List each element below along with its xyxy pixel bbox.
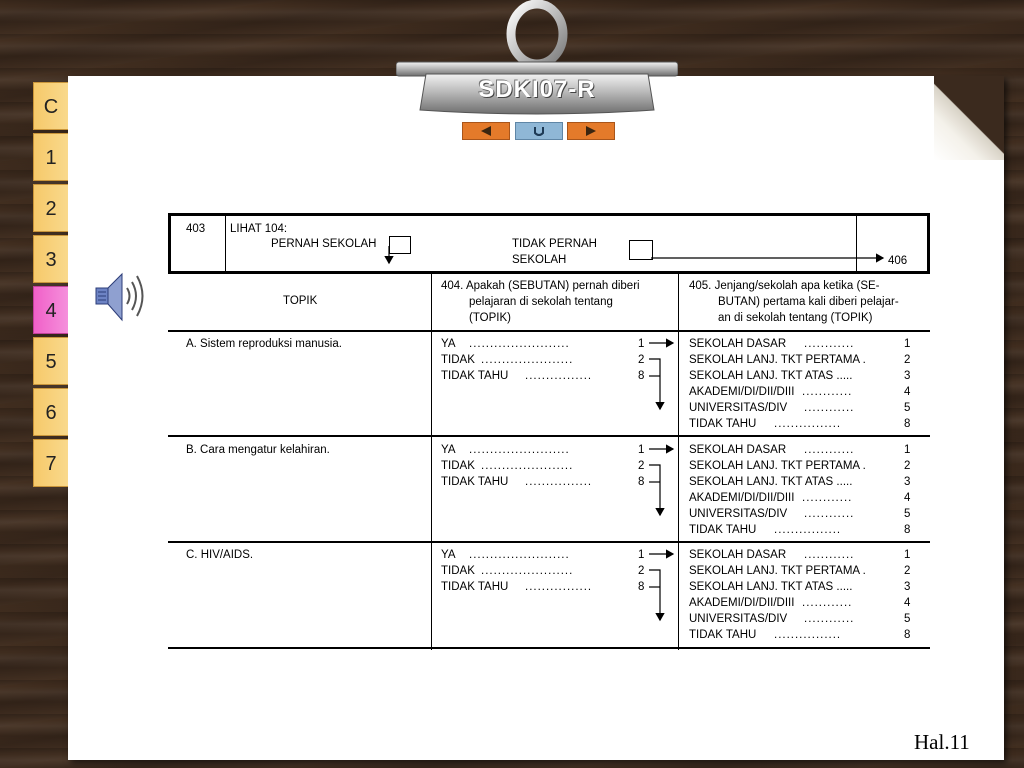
column-header-topik: TOPIK: [283, 295, 318, 307]
row-c-level-2[interactable]: SEKOLAH LANJ. TKT PERTAMA .: [689, 565, 866, 577]
tab-4[interactable]: 4: [33, 286, 68, 334]
row-c-level-4[interactable]: AKADEMI/DI/DII/DIII: [689, 597, 795, 609]
row-c-level-8[interactable]: TIDAK TAHU: [689, 629, 757, 641]
tab-3[interactable]: 3: [33, 235, 68, 283]
row-c-level-4-dots: ............: [802, 597, 853, 609]
row-a-level-8[interactable]: TIDAK TAHU: [689, 418, 757, 430]
row-a-level-8-code: 8: [904, 418, 911, 430]
row-a-answer-tidaktahu-code: 8: [638, 370, 645, 382]
row-b-level-5-code: 5: [904, 508, 911, 520]
row-a-level-3[interactable]: SEKOLAH LANJ. TKT ATAS .....: [689, 370, 853, 382]
tab-1[interactable]: 1: [33, 133, 68, 181]
q403-number: 403: [186, 223, 206, 235]
row-c-level-3[interactable]: SEKOLAH LANJ. TKT ATAS .....: [689, 581, 853, 593]
row-c-skip-arrow: [649, 570, 660, 620]
row-c-level-5[interactable]: UNIVERSITAS/DIV: [689, 613, 788, 625]
row-b-level-8-code: 8: [904, 524, 911, 536]
row-a-level-1[interactable]: SEKOLAH DASAR: [689, 338, 787, 350]
row-b-skip-arrow: [649, 465, 660, 515]
row-b-answer-tidak-dots: ......................: [481, 460, 574, 472]
row-c-level-5-dots: ............: [804, 613, 855, 625]
row-b-level-8[interactable]: TIDAK TAHU: [689, 524, 757, 536]
row-b-level-4-code: 4: [904, 492, 911, 504]
tab-6[interactable]: 6: [33, 388, 68, 436]
topic-c: C. HIV/AIDS.: [186, 549, 254, 561]
row-c-level-1[interactable]: SEKOLAH DASAR: [689, 549, 787, 561]
row-c-level-1-code: 1: [904, 549, 911, 561]
row-c-answer-ya-dots: ........................: [469, 549, 570, 561]
row-b-answer-tidaktahu[interactable]: TIDAK TAHU: [441, 476, 509, 488]
row-c-level-8-code: 8: [904, 629, 911, 641]
skip-arrows: [168, 213, 930, 650]
row-b-level-4[interactable]: AKADEMI/DI/DII/DIII: [689, 492, 795, 504]
row-b-level-2-code: 2: [904, 460, 911, 472]
tab-5[interactable]: 5: [33, 337, 68, 385]
row-b-level-4-dots: ............: [802, 492, 853, 504]
q405-header-l2: BUTAN) pertama kali diberi pelajar-: [718, 296, 899, 308]
row-a-answer-tidak-code: 2: [638, 354, 645, 366]
triangle-left-icon: [463, 123, 509, 139]
row-c-answer-tidaktahu[interactable]: TIDAK TAHU: [441, 581, 509, 593]
q403-option-tidak-l2: SEKOLAH: [512, 254, 567, 266]
q404-header-l1: 404. Apakah (SEBUTAN) pernah diberi: [441, 280, 640, 292]
row-c-level-4-code: 4: [904, 597, 911, 609]
row-a-level-2[interactable]: SEKOLAH LANJ. TKT PERTAMA .: [689, 354, 866, 366]
row-c-level-3-code: 3: [904, 581, 911, 593]
row-b-level-8-dots: ................: [774, 524, 842, 536]
row-b-answer-ya-dots: ........................: [469, 444, 570, 456]
row-c-level-1-dots: ............: [804, 549, 855, 561]
row-b-answer-tidak[interactable]: TIDAK: [441, 460, 475, 472]
row-a-answer-tidak-dots: ......................: [481, 354, 574, 366]
q403-skip-target: 406: [888, 255, 908, 267]
tab-2[interactable]: 2: [33, 184, 68, 232]
row-b-answer-tidaktahu-dots: ................: [525, 476, 593, 488]
row-b-level-3[interactable]: SEKOLAH LANJ. TKT ATAS .....: [689, 476, 853, 488]
row-b-level-2[interactable]: SEKOLAH LANJ. TKT PERTAMA .: [689, 460, 866, 472]
row-a-level-5[interactable]: UNIVERSITAS/DIV: [689, 402, 788, 414]
row-c-answer-tidak-dots: ......................: [481, 565, 574, 577]
return-icon: [516, 123, 562, 139]
row-a-level-5-dots: ............: [804, 402, 855, 414]
triangle-right-icon: [568, 123, 614, 139]
row-b-answer-tidak-code: 2: [638, 460, 645, 472]
row-a-level-1-code: 1: [904, 338, 911, 350]
page-curl: [934, 76, 1004, 160]
row-c-answer-tidak-code: 2: [638, 565, 645, 577]
q404-header-l3: (TOPIK): [469, 312, 511, 324]
row-c-answer-ya[interactable]: YA: [441, 549, 456, 561]
row-b-answer-ya-code: 1: [638, 444, 645, 456]
row-a-level-5-code: 5: [904, 402, 911, 414]
row-c-answer-tidaktahu-dots: ................: [525, 581, 593, 593]
q404-header-l2: pelajaran di sekolah tentang: [469, 296, 613, 308]
row-a-answer-ya-code: 1: [638, 338, 645, 350]
questionnaire-table: [168, 213, 930, 650]
row-b-answer-ya[interactable]: YA: [441, 444, 456, 456]
row-c-answer-tidaktahu-code: 8: [638, 581, 645, 593]
row-c-level-2-code: 2: [904, 565, 911, 577]
topic-b: B. Cara mengatur kelahiran.: [186, 444, 330, 456]
row-a-level-4-code: 4: [904, 386, 911, 398]
tab-c[interactable]: C: [33, 82, 68, 130]
row-b-level-1[interactable]: SEKOLAH DASAR: [689, 444, 787, 456]
row-c-level-8-dots: ................: [774, 629, 842, 641]
row-b-answer-tidaktahu-code: 8: [638, 476, 645, 488]
row-b-level-1-code: 1: [904, 444, 911, 456]
clip-title: SDKI07-R: [478, 76, 596, 103]
topic-a: A. Sistem reproduksi manusia.: [186, 338, 342, 350]
row-a-answer-ya-dots: ........................: [469, 338, 570, 350]
q403-instruction: LIHAT 104:: [230, 223, 288, 235]
next-slide-button[interactable]: [567, 122, 615, 140]
row-a-answer-tidak[interactable]: TIDAK: [441, 354, 475, 366]
q403-option-pernah: PERNAH SEKOLAH: [271, 238, 377, 250]
row-a-level-4[interactable]: AKADEMI/DI/DII/DIII: [689, 386, 795, 398]
row-c-answer-ya-code: 1: [638, 549, 645, 561]
row-b-level-3-code: 3: [904, 476, 911, 488]
row-a-answer-tidaktahu[interactable]: TIDAK TAHU: [441, 370, 509, 382]
row-a-answer-tidaktahu-dots: ................: [525, 370, 593, 382]
tab-7[interactable]: 7: [33, 439, 68, 487]
speaker-icon[interactable]: [94, 268, 148, 326]
row-c-answer-tidak[interactable]: TIDAK: [441, 565, 475, 577]
page-number: Hal.11: [914, 730, 970, 754]
row-a-level-3-code: 3: [904, 370, 911, 382]
row-a-level-4-dots: ............: [802, 386, 853, 398]
row-a-level-8-dots: ................: [774, 418, 842, 430]
row-a-level-1-dots: ............: [804, 338, 855, 350]
row-b-level-5[interactable]: UNIVERSITAS/DIV: [689, 508, 788, 520]
q405-header-l1: 405. Jenjang/sekolah apa ketika (SE-: [689, 280, 880, 292]
row-b-level-1-dots: ............: [804, 444, 855, 456]
prev-slide-button[interactable]: [462, 122, 510, 140]
row-a-skip-arrow: [649, 359, 660, 409]
return-button[interactable]: [515, 122, 563, 140]
row-c-level-5-code: 5: [904, 613, 911, 625]
row-a-answer-ya[interactable]: YA: [441, 338, 456, 350]
row-a-level-2-code: 2: [904, 354, 911, 366]
row-b-level-5-dots: ............: [804, 508, 855, 520]
q403-option-tidak-l1: TIDAK PERNAH: [512, 238, 597, 250]
q405-header-l3: an di sekolah tentang (TOPIK): [718, 312, 873, 324]
